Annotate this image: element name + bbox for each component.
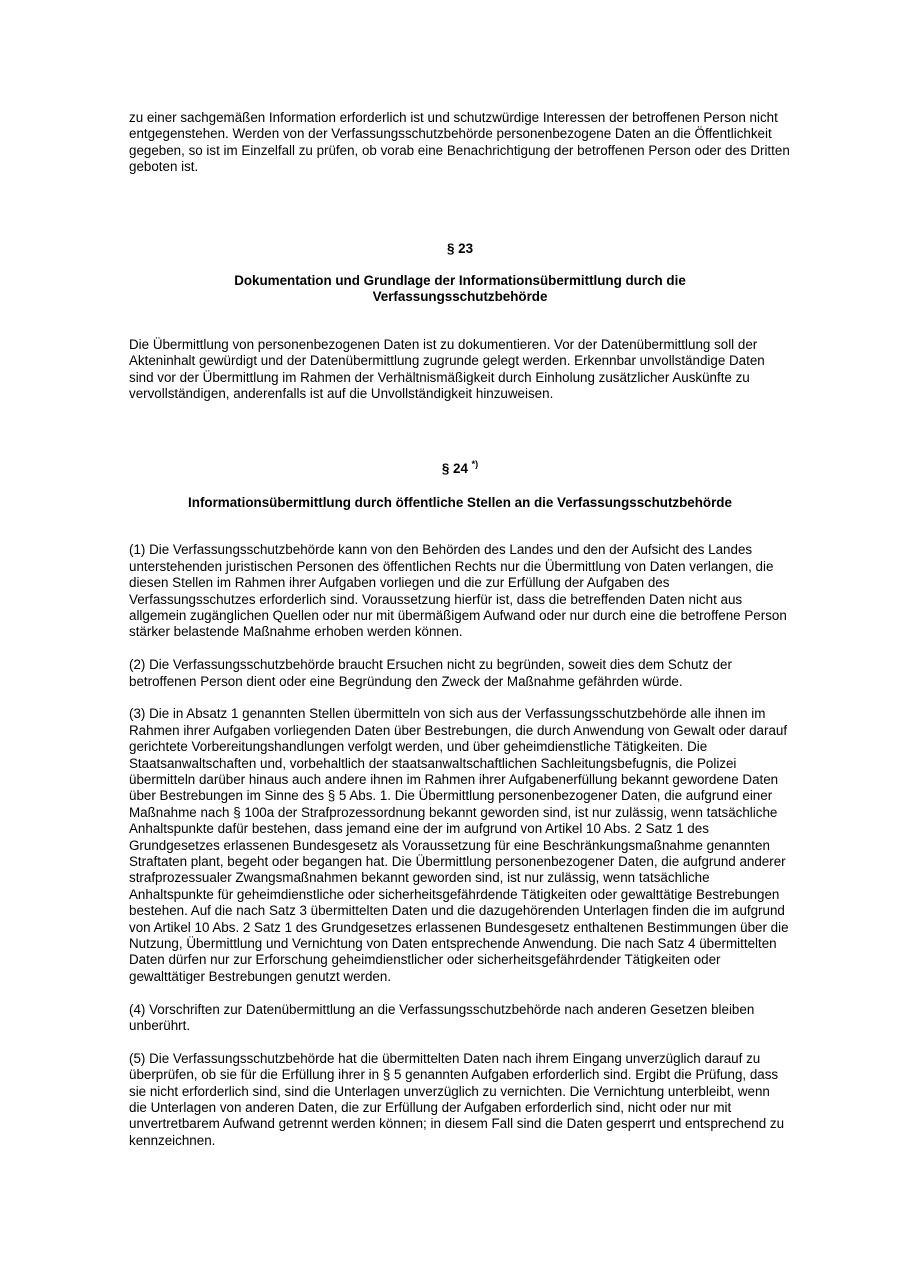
section-24-paragraphs: [129, 542, 791, 1149]
paragraph-5: (5) Die Verfassungsschutzbehörde hat die übermittelten Daten nach ihrem Eingang unverzüglich darauf zu überprüfen, ob sie für die Erfüllung ihrer in § 5 genannten Aufgaben erforderlich sind. Ergibt die Prüfung, dass sie nicht erforderlich sind, sind die Unterlagen unverzüglich zu vernichten. Die Vernichtung unterbleibt, wenn die Unterlagen von anderen Daten, die zur Erfüllung der Aufgaben erforderlich sind, nicht oder nur mit unvertretbarem Aufwand getrennt werden können; in diesem Fall sind die Daten gesperrt und entsprechend zu kennzeichnen.: [129, 1050, 785, 1148]
paragraph-2: (2) Die Verfassungsschutzbehörde braucht Ersuchen nicht zu begründen, soweit dies dem Schutz der betroffenen Person dient oder eine Begründung den Zweck der Maßnahme gefährden würde.: [129, 657, 732, 689]
paragraph-1: (1) Die Verfassungsschutzbehörde kann von den Behörden des Landes und den der Aufsicht des Landes unterstehenden juristischen Personen des öffentlichen Rechts nur die Übermittlung von Daten verlangen, die diesen Stellen im Rahmen ihrer Aufgaben vorliegen und die zur Erfüllung der Aufgaben des Verfassungsschutzes erforderlich sind. Voraussetzung hierfür ist, dass die betreffenden Daten nicht aus allgemein zugänglichen Quellen oder nur mit übermäßigem Aufwand oder nur durch eine die betroffene Person stärker belastende Maßnahme erhoben werden können.: [129, 542, 787, 640]
section-23: [129, 241, 791, 403]
footnote-marker: *): [471, 459, 479, 470]
section-24-heading: [129, 461, 791, 477]
section-23-title-line1: Dokumentation und Grundlage der Informationsübermittlung durch die: [234, 273, 686, 289]
section-23-title: [129, 273, 791, 306]
section-24-title: Informationsübermittlung durch öffentliche Stellen an die Verfassungsschutzbehörde: [188, 494, 732, 510]
document-page: [129, 110, 791, 1166]
section-24-number: § 24: [441, 461, 468, 477]
section-23-body: Die Übermittlung von personenbezogenen Daten ist zu dokumentieren. Vor der Datenübermittlung soll der Akteninhalt gewürdigt und der Datenübermittlung zugrunde gelegt werden. Erkennbar unvollständige Daten sind vor der Übermittlung im Rahmen der Verhältnismäßigkeit durch Einholung zusätzlicher Auskünfte zu vervollständigen, anderenfalls ist auf die Unvollständigkeit hinzuweisen.: [129, 336, 765, 402]
section-24: [129, 461, 791, 1149]
section-23-number: § 23: [446, 240, 474, 256]
section-23-title-line2: Verfassungsschutzbehörde: [372, 289, 548, 305]
paragraph-3: (3) Die in Absatz 1 genannten Stellen übermitteln von sich aus der Verfassungsschutzbehörde alle ihnen im Rahmen ihrer Aufgaben vorliegenden Daten über Bestrebungen, die durch Anwendung von Gewalt oder darauf gerichtete Vorbereitungshandlungen verfolgt werden, und über geheimdienstliche Tätigkeiten. Die Staatsanwaltschaften und, vorbehaltlich der staatsanwaltschaftlichen Sachleitungsbefugnis, die Polizei übermitteln darüber hinaus auch andere ihnen im Rahmen ihrer Aufgabenerfüllung bekannt gewordene Daten über Bestrebungen im Sinne des § 5 Abs. 1. Die Übermittlung personenbezogener Daten, die aufgrund einer Maßnahme nach § 100a der Strafprozessordnung bekannt geworden sind, ist nur zulässig, wenn tatsächliche Anhaltspunkte dafür bestehen, dass jemand eine der im aufgrund von Artikel 10 Abs. 2 Satz 1 des Grundgesetzes erlassenen Bundesgesetz als Voraussetzung für eine Beschränkungsmaßnahme genannten Straftaten plant, begeht oder begangen hat. Die Übermittlung personenbezogener Daten, die aufgrund anderer strafprozessualer Zwangsmaßnahmen bekannt geworden sind, ist nur zulässig, wenn tatsächliche Anhaltspunkte für geheimdienstliche oder sicherheitsgefährdende Tätigkeiten oder gewalttätige Bestrebungen bestehen. Auf die nach Satz 3 übermittelten Daten und die dazugehörenden Unterlagen finden die im aufgrund von Artikel 10 Abs. 2 Satz 1 des Grundgesetzes erlassenen Bundesgesetz enthaltenen Bestimmungen über die Nutzung, Übermittlung und Vernichtung von Daten entsprechende Anwendung. Die nach Satz 4 übermittelten Daten dürfen nur zur Erforschung geheimdienstlicher oder sicherheitsgefährdender Tätigkeiten oder gewalttätiger Bestrebungen genutzt werden.: [129, 706, 789, 984]
paragraph-4: (4) Vorschriften zur Datenübermittlung an die Verfassungsschutzbehörde nach anderen Gesetzen bleiben unberührt.: [129, 1001, 755, 1034]
intro-paragraph: zu einer sachgemäßen Information erforderlich ist und schutzwürdige Interessen der betroffenen Person nicht entgegenstehen. Werden von der Verfassungsschutzbehörde personenbezogene Daten an die Öffentlichkeit gegeben, so ist im Einzelfall zu prüfen, ob vorab eine Benachrichtigung der betroffenen Person oder des Dritten geboten ist.: [129, 110, 790, 175]
